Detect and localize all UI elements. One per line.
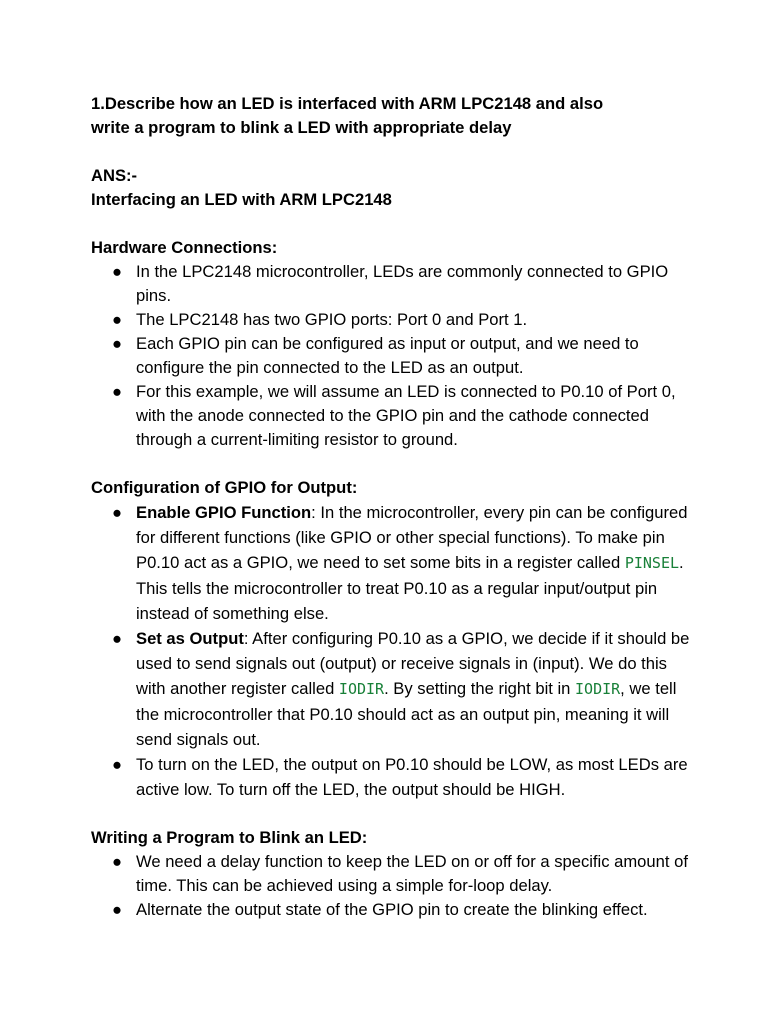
- program-heading: Writing a Program to Blink an LED:: [91, 828, 368, 847]
- config-heading: Configuration of GPIO for Output:: [91, 478, 358, 497]
- bullet-icon: ●: [112, 382, 123, 401]
- program-list: [91, 850, 691, 922]
- bullet-icon: ●: [112, 262, 123, 281]
- hardware-heading: Hardware Connections:: [91, 238, 278, 257]
- list-item: [91, 898, 691, 922]
- bullet-icon: ●: [112, 503, 123, 522]
- bullet-icon: ●: [112, 852, 123, 871]
- enable-gpio-text-b: . This tells the microcontroller to treat P0.10 as a regular input/output pin instead of something else.: [136, 553, 684, 623]
- list-item: [91, 500, 691, 626]
- bullet-icon: ●: [112, 900, 123, 919]
- bullet-icon: ●: [112, 334, 123, 353]
- list-item-text: In the LPC2148 microcontroller, LEDs are commonly connected to GPIO pins.: [136, 262, 669, 305]
- question-heading: [91, 92, 691, 140]
- set-output-text-c: , we tell the microcontroller that P0.10 should act as an output pin, meaning it will send signals out.: [136, 679, 677, 749]
- set-output-label: Set as Output: [136, 629, 244, 648]
- list-item-text: To turn on the LED, the output on P0.10 should be LOW, as most LEDs are active low. To turn off the LED, the output should be HIGH.: [136, 755, 688, 799]
- bullet-icon: ●: [112, 310, 123, 329]
- list-item: [91, 380, 691, 452]
- hardware-list: [91, 260, 691, 452]
- list-item: [91, 626, 691, 752]
- document-content: [91, 92, 691, 922]
- iodir-code: IODIR: [575, 680, 621, 698]
- answer-label: ANS:-: [91, 166, 138, 185]
- list-item: [91, 260, 691, 308]
- question-line-1: 1.Describe how an LED is interfaced with ARM LPC2148 and also: [91, 94, 604, 113]
- iodir-code: IODIR: [338, 680, 385, 698]
- list-item-text: For this example, we will assume an LED is connected to P0.10 of Port 0, with the anode connected to the GPIO pin and the cathode connected through a current-limiting resistor to ground.: [136, 382, 676, 449]
- enable-gpio-label: Enable GPIO Function: [136, 503, 312, 522]
- list-item-text: We need a delay function to keep the LED on or off for a specific amount of time. This can be achieved using a simple for-loop delay.: [136, 852, 688, 895]
- list-item: [91, 308, 691, 332]
- set-output-text-b: . By setting the right bit in: [384, 679, 576, 698]
- enable-gpio-text-a: : In the microcontroller, every pin can be configured for different functions (like GPIO or other special functions). To make pin P0.10 act as a GPIO, we need to set some bits in a register called: [136, 503, 688, 572]
- question-line-2: write a program to blink a LED with appropriate delay: [91, 118, 512, 137]
- pinsel-code: PINSEL: [624, 554, 680, 572]
- list-item-text: Each GPIO pin can be configured as input or output, and we need to configure the pin connected to the LED as an output.: [136, 334, 639, 377]
- list-item: [91, 850, 691, 898]
- list-item-text: The LPC2148 has two GPIO ports: Port 0 and Port 1.: [136, 310, 528, 329]
- list-item: [91, 332, 691, 380]
- set-output-text-a: : After configuring P0.10 as a GPIO, we decide if it should be used to send signals out (output) or receive signals in (input). We do this with another register called: [136, 629, 690, 698]
- answer-title: Interfacing an LED with ARM LPC2148: [91, 190, 392, 209]
- list-item-text: Alternate the output state of the GPIO pin to create the blinking effect.: [136, 900, 648, 919]
- bullet-icon: ●: [112, 755, 123, 774]
- list-item: [91, 752, 691, 802]
- config-list: [91, 500, 691, 802]
- bullet-icon: ●: [112, 629, 123, 648]
